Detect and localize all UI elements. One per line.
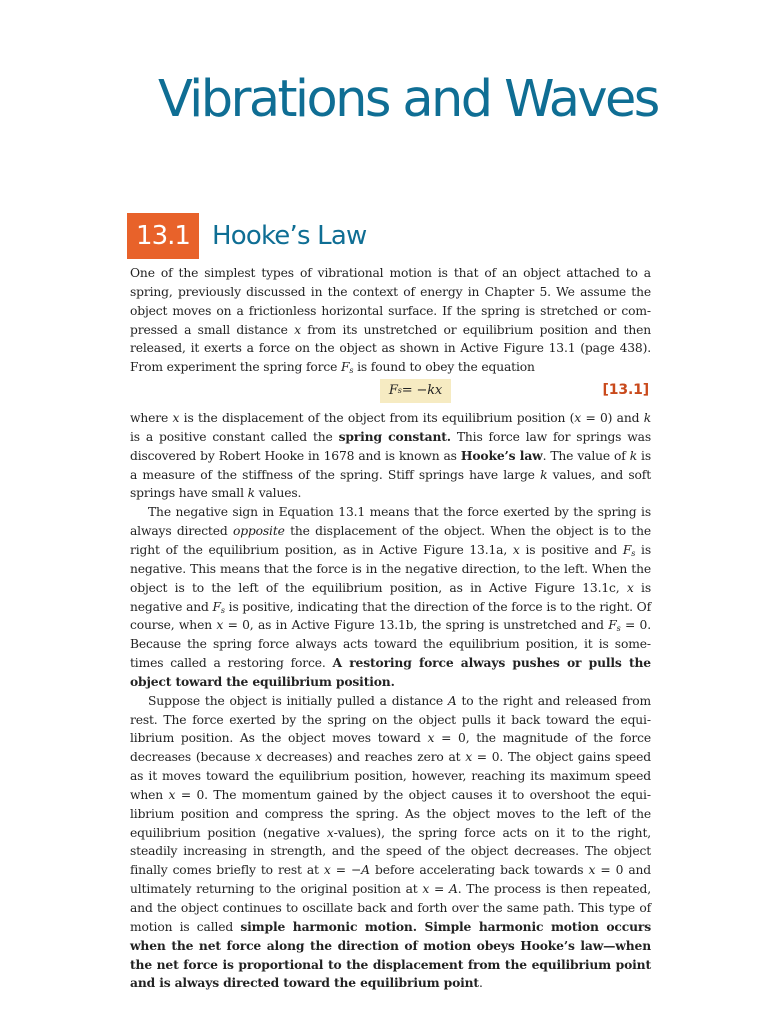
subscript-s: s: [631, 548, 636, 558]
term-restoring-force: A restoring force always pushes or pulls the object toward the equilibrium position.: [130, 655, 651, 689]
text-run: is positive and: [519, 542, 623, 557]
var-A: A: [447, 693, 457, 708]
text-run: Suppose the object is initially pulled a distance: [148, 693, 448, 708]
var-x: x: [626, 580, 634, 595]
eq-F: F: [388, 382, 398, 398]
var-x: x: [168, 787, 176, 802]
text-run: values, and soft springs have small: [130, 467, 651, 501]
var-x: x: [216, 618, 224, 633]
var-x: x: [422, 882, 430, 897]
var-x: x: [255, 750, 262, 765]
text-run: is found to obey the equation: [353, 360, 535, 375]
subscript-s: s: [220, 605, 225, 615]
text-run: the displacement of the object. When the object is to the right of the equilibrium position, as in Active Figure 13.1a,: [130, 524, 651, 557]
paragraph-spring-constant: [130, 409, 651, 503]
text-run: = 0, as in Active Figure 13.1b, the spring is unstretched and: [223, 618, 609, 633]
section-title: Hooke’s Law: [212, 221, 367, 251]
chapter-title: Vibrations and Waves: [158, 70, 658, 129]
text-run: = 0) and: [581, 411, 644, 426]
var-x: x: [465, 750, 473, 765]
var-F: F: [340, 360, 350, 375]
text-run: is positive, indicating that the direction of the force is to the right. Of course, when: [130, 599, 651, 633]
text-run: = 0. Because the spring force always acts toward the equilibrium position, it is sometimes called a restoring force.: [130, 618, 651, 671]
paragraph-negative-sign: [130, 503, 651, 691]
var-x: x: [294, 322, 301, 337]
text-run: The negative sign in Equation 13.1 means that the force exerted by the spring is always directed: [130, 505, 651, 539]
var-F: F: [608, 618, 617, 633]
paragraph-intro: [130, 264, 651, 377]
var-F: F: [622, 542, 632, 557]
text-run: = 0. The momentum gained by the object causes it to overshoot the equilibrium position and compress the spring. As the object moves to the left of the equilibrium position (negative: [130, 787, 651, 840]
var-k: k: [643, 411, 651, 426]
text-run: is the displacement of the object from its equilibrium position (: [179, 411, 575, 426]
var-x: x: [326, 825, 334, 840]
text-run: . The process is then repeated, and the object continues to oscillate back and forth over the same path. This type of motion is called: [130, 882, 652, 934]
text-run: = 0, the magnitude of the force decreases (because: [130, 731, 651, 765]
section-number-badge: 13.1: [127, 213, 199, 259]
text-run: is negative. This means that the force is in the negative direction, to the left. When the object is to the left of the equilibrium position, as in Active Figure 13.1c,: [130, 542, 652, 595]
paragraph-simple-harmonic-motion: [130, 692, 651, 994]
text-run: . The value of: [542, 448, 630, 463]
eq-kx: kx: [427, 382, 443, 398]
section-heading: [127, 213, 366, 259]
text-run: .: [478, 976, 483, 991]
text-run: to the right and released from rest. The force exerted by the spring on the object pulls it back toward the equilibrium position. As the object moves toward: [130, 693, 651, 746]
var-k: k: [540, 467, 548, 482]
var-x: x: [588, 863, 596, 878]
equation-box: F s = − kx: [380, 379, 451, 403]
text-run: -values), the spring force acts on it to the right, steadily increasing in strength, and the speed of the object decreases. The object finally comes briefly to rest at: [130, 825, 651, 878]
text-run: values.: [254, 486, 302, 501]
var-F: F: [212, 599, 221, 614]
var-x: x: [427, 731, 435, 746]
text-run: from its unstretched or equilibrium position and then released, it exerts a force on the object as shown in Active Figure 13.1 (page 438). From experiment the spring force: [130, 322, 652, 375]
term-hookes-law: Hooke’s law: [460, 447, 543, 463]
text-run: is a measure of the stiffness of the spring. Stiff springs have large: [130, 448, 652, 482]
var-k: k: [629, 448, 638, 463]
term-simple-harmonic-motion: simple harmonic motion. Simple harmonic motion occurs when the net force along the direction of motion obeys Hooke’s law—when the net force is proportional to the displacement from the equilibrium point and is always directed toward the equilibrium point: [130, 918, 651, 991]
equation-number: [13.1]: [602, 382, 649, 399]
emphasis-opposite: opposite: [232, 524, 285, 539]
text-run: decreases) and reaches zero at: [261, 750, 466, 765]
var-x: x: [172, 411, 180, 426]
body-text: [130, 264, 651, 993]
text-run: This force law for springs was discovered by Robert Hooke in 1678 and is known as: [130, 429, 651, 463]
subscript-s: s: [349, 366, 354, 376]
equation-row: [130, 378, 651, 404]
var-x: x: [574, 411, 582, 426]
text-run: = 0 and ultimately returning to the original position at: [130, 863, 651, 897]
text-run: One of the simplest types of vibrational motion is that of an object attached to a spring, previously discussed in the context of energy in Chapter 5. We assume the object moves on a frictionless horizontal surface. If the spring is stretched or compressed a small distance: [130, 266, 651, 337]
text-run: before accelerating back towards: [369, 863, 589, 878]
var-k: k: [247, 486, 255, 501]
text-run: =: [429, 882, 449, 897]
text-run: is negative and: [130, 580, 651, 614]
var-A: A: [361, 863, 370, 878]
text-run: is a positive constant called the: [130, 429, 339, 444]
text-run: = −: [330, 863, 362, 878]
var-x: x: [323, 863, 331, 878]
var-A: A: [448, 882, 458, 897]
subscript-s: s: [616, 624, 621, 634]
text-run: where: [130, 411, 173, 426]
var-x: x: [512, 542, 520, 557]
text-run: = 0. The object gains speed as it moves toward the equilibrium position, however, reaching its maximum speed when: [130, 750, 652, 802]
eq-rhs: = −: [401, 382, 428, 398]
term-spring-constant: spring constant.: [338, 428, 451, 444]
